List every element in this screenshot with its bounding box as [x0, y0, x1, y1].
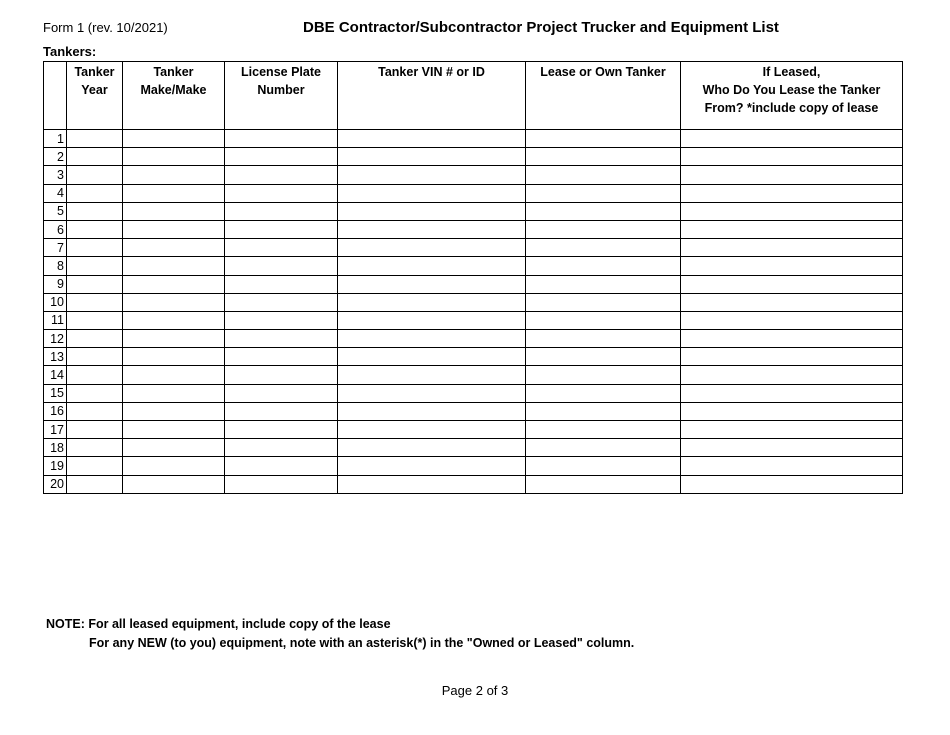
- entry-cell[interactable]: [67, 384, 123, 402]
- column-header-lease-or-own: [526, 62, 681, 130]
- entry-cell[interactable]: [123, 384, 225, 402]
- entry-cell[interactable]: [526, 366, 681, 384]
- row-number: 15: [44, 384, 67, 402]
- header-line: Who Do You Lease the Tanker: [702, 83, 881, 97]
- table-row: [44, 330, 903, 348]
- column-header-lessor: [681, 62, 903, 130]
- table-row: [44, 166, 903, 184]
- entry-cell[interactable]: [681, 457, 903, 475]
- entry-cell[interactable]: [225, 293, 338, 311]
- entry-cell[interactable]: [123, 330, 225, 348]
- entry-cell[interactable]: [123, 148, 225, 166]
- table-row: [44, 130, 903, 148]
- entry-cell[interactable]: [338, 148, 526, 166]
- row-number: 3: [44, 166, 67, 184]
- entry-cell[interactable]: [123, 275, 225, 293]
- entry-cell[interactable]: [338, 202, 526, 220]
- entry-cell[interactable]: [67, 439, 123, 457]
- table-row: [44, 421, 903, 439]
- row-number: 1: [44, 130, 67, 148]
- entry-cell[interactable]: [681, 475, 903, 493]
- entry-cell[interactable]: [225, 220, 338, 238]
- page-number: Page 2 of 3: [441, 683, 509, 698]
- table-header-row: [44, 62, 903, 130]
- row-number: 4: [44, 184, 67, 202]
- entry-cell[interactable]: [123, 202, 225, 220]
- column-header-row-number: [44, 62, 67, 130]
- entry-cell[interactable]: [123, 293, 225, 311]
- row-number: 5: [44, 202, 67, 220]
- entry-cell[interactable]: [225, 130, 338, 148]
- row-number: 14: [44, 366, 67, 384]
- table-row: [44, 384, 903, 402]
- entry-cell[interactable]: [526, 311, 681, 329]
- row-number: 7: [44, 239, 67, 257]
- header-line: Tanker: [153, 65, 194, 79]
- entry-cell[interactable]: [526, 130, 681, 148]
- entry-cell[interactable]: [338, 348, 526, 366]
- entry-cell[interactable]: [526, 384, 681, 402]
- entry-cell[interactable]: [526, 202, 681, 220]
- entry-cell[interactable]: [123, 220, 225, 238]
- entry-cell[interactable]: [67, 457, 123, 475]
- table-row: [44, 148, 903, 166]
- table-row: [44, 402, 903, 420]
- header-line: Make/Make: [140, 83, 207, 97]
- entry-cell[interactable]: [338, 311, 526, 329]
- entry-cell[interactable]: [225, 366, 338, 384]
- table-row: [44, 439, 903, 457]
- entry-cell[interactable]: [338, 384, 526, 402]
- entry-cell[interactable]: [338, 239, 526, 257]
- entry-cell[interactable]: [681, 220, 903, 238]
- header-line: License Plate: [241, 65, 321, 79]
- entry-cell[interactable]: [338, 402, 526, 420]
- entry-cell[interactable]: [526, 348, 681, 366]
- entry-cell[interactable]: [123, 311, 225, 329]
- entry-cell[interactable]: [225, 148, 338, 166]
- row-number: 17: [44, 421, 67, 439]
- entry-cell[interactable]: [526, 239, 681, 257]
- entry-cell[interactable]: [67, 220, 123, 238]
- entry-cell[interactable]: [681, 330, 903, 348]
- entry-cell[interactable]: [681, 384, 903, 402]
- column-header-license-plate: [225, 62, 338, 130]
- entry-cell[interactable]: [67, 148, 123, 166]
- table-row: [44, 220, 903, 238]
- row-number: 16: [44, 402, 67, 420]
- column-header-tanker-year: [67, 62, 123, 130]
- entry-cell[interactable]: [123, 402, 225, 420]
- entry-cell[interactable]: [67, 293, 123, 311]
- row-number: 2: [44, 148, 67, 166]
- entry-cell[interactable]: [67, 275, 123, 293]
- entry-cell[interactable]: [338, 130, 526, 148]
- column-header-tanker-vin: [338, 62, 526, 130]
- entry-cell[interactable]: [526, 275, 681, 293]
- entry-cell[interactable]: [681, 311, 903, 329]
- header-line: Tanker: [74, 65, 115, 79]
- entry-cell[interactable]: [225, 330, 338, 348]
- entry-cell[interactable]: [681, 257, 903, 275]
- entry-cell[interactable]: [526, 402, 681, 420]
- row-number: 13: [44, 348, 67, 366]
- entry-cell[interactable]: [225, 184, 338, 202]
- entry-cell[interactable]: [681, 166, 903, 184]
- entry-cell[interactable]: [67, 130, 123, 148]
- entry-cell[interactable]: [225, 348, 338, 366]
- row-number: 8: [44, 257, 67, 275]
- entry-cell[interactable]: [225, 402, 338, 420]
- row-number: 19: [44, 457, 67, 475]
- entry-cell[interactable]: [123, 257, 225, 275]
- entry-cell[interactable]: [123, 130, 225, 148]
- entry-cell[interactable]: [526, 166, 681, 184]
- entry-cell[interactable]: [225, 202, 338, 220]
- row-number: 20: [44, 475, 67, 493]
- entry-cell[interactable]: [338, 293, 526, 311]
- entry-cell[interactable]: [526, 220, 681, 238]
- entry-cell[interactable]: [225, 384, 338, 402]
- entry-cell[interactable]: [225, 257, 338, 275]
- entry-cell[interactable]: [123, 366, 225, 384]
- page-title: DBE Contractor/Subcontractor Project Trucker and Equipment List: [303, 19, 779, 36]
- entry-cell[interactable]: [681, 239, 903, 257]
- entry-cell[interactable]: [681, 439, 903, 457]
- entry-cell[interactable]: [338, 421, 526, 439]
- entry-cell[interactable]: [123, 439, 225, 457]
- entry-cell[interactable]: [526, 421, 681, 439]
- table-row: [44, 239, 903, 257]
- row-number: 18: [44, 439, 67, 457]
- table-row: [44, 475, 903, 493]
- entry-cell[interactable]: [338, 257, 526, 275]
- entry-cell[interactable]: [123, 239, 225, 257]
- entry-cell[interactable]: [526, 439, 681, 457]
- entry-cell[interactable]: [67, 166, 123, 184]
- entry-cell[interactable]: [526, 475, 681, 493]
- entry-cell[interactable]: [526, 184, 681, 202]
- note: [46, 615, 634, 653]
- entry-cell[interactable]: [526, 148, 681, 166]
- form-id: Form 1 (rev. 10/2021): [43, 20, 168, 35]
- entry-cell[interactable]: [338, 330, 526, 348]
- entry-cell[interactable]: [526, 457, 681, 475]
- entry-cell[interactable]: [123, 348, 225, 366]
- table-body: [44, 130, 903, 494]
- entry-cell[interactable]: [338, 166, 526, 184]
- entry-cell[interactable]: [526, 257, 681, 275]
- entry-cell[interactable]: [225, 311, 338, 329]
- entry-cell[interactable]: [338, 220, 526, 238]
- entry-cell[interactable]: [225, 457, 338, 475]
- entry-cell[interactable]: [681, 421, 903, 439]
- table-row: [44, 457, 903, 475]
- entry-cell[interactable]: [681, 202, 903, 220]
- row-number: 6: [44, 220, 67, 238]
- entry-cell[interactable]: [681, 402, 903, 420]
- column-header-tanker-make: [123, 62, 225, 130]
- entry-cell[interactable]: [225, 475, 338, 493]
- entry-cell[interactable]: [123, 184, 225, 202]
- entry-cell[interactable]: [526, 293, 681, 311]
- row-number: 10: [44, 293, 67, 311]
- entry-cell[interactable]: [225, 421, 338, 439]
- entry-cell[interactable]: [67, 239, 123, 257]
- table-row: [44, 293, 903, 311]
- header-line: Year: [81, 83, 108, 97]
- entry-cell[interactable]: [681, 348, 903, 366]
- row-number: 9: [44, 275, 67, 293]
- table-row: [44, 184, 903, 202]
- row-number: 11: [44, 311, 67, 329]
- entry-cell[interactable]: [338, 275, 526, 293]
- header-line: Tanker VIN # or ID: [378, 65, 485, 79]
- entry-cell[interactable]: [681, 184, 903, 202]
- entry-cell[interactable]: [225, 239, 338, 257]
- entry-cell[interactable]: [67, 184, 123, 202]
- entry-cell[interactable]: [67, 257, 123, 275]
- note-line-1: NOTE: For all leased equipment, include copy of the lease: [46, 617, 391, 631]
- equipment-table: [43, 61, 903, 494]
- entry-cell[interactable]: [338, 475, 526, 493]
- header-line: If Leased,: [762, 65, 821, 79]
- entry-cell[interactable]: [123, 421, 225, 439]
- entry-cell[interactable]: [526, 330, 681, 348]
- entry-cell[interactable]: [67, 475, 123, 493]
- header-line: Lease or Own Tanker: [540, 65, 666, 79]
- entry-cell[interactable]: [67, 202, 123, 220]
- entry-cell[interactable]: [225, 439, 338, 457]
- table-row: [44, 257, 903, 275]
- table-row: [44, 202, 903, 220]
- entry-cell[interactable]: [225, 275, 338, 293]
- entry-cell[interactable]: [338, 184, 526, 202]
- entry-cell[interactable]: [67, 348, 123, 366]
- entry-cell[interactable]: [681, 293, 903, 311]
- section-label: Tankers:: [43, 44, 97, 59]
- entry-cell[interactable]: [681, 130, 903, 148]
- entry-cell[interactable]: [67, 402, 123, 420]
- table-row: [44, 311, 903, 329]
- entry-cell[interactable]: [338, 457, 526, 475]
- entry-cell[interactable]: [338, 439, 526, 457]
- row-number: 12: [44, 330, 67, 348]
- entry-cell[interactable]: [123, 457, 225, 475]
- note-line-2: For any NEW (to you) equipment, note with an asterisk(*) in the "Owned or Leased" column.: [89, 636, 635, 650]
- header-line: From? *include copy of lease: [704, 101, 879, 115]
- entry-cell[interactable]: [681, 148, 903, 166]
- entry-cell[interactable]: [67, 421, 123, 439]
- entry-cell[interactable]: [681, 275, 903, 293]
- header-line: Number: [257, 83, 305, 97]
- entry-cell[interactable]: [123, 475, 225, 493]
- entry-cell[interactable]: [681, 366, 903, 384]
- entry-cell[interactable]: [338, 366, 526, 384]
- entry-cell[interactable]: [67, 311, 123, 329]
- entry-cell[interactable]: [67, 366, 123, 384]
- entry-cell[interactable]: [123, 166, 225, 184]
- table-row: [44, 275, 903, 293]
- table-row: [44, 348, 903, 366]
- table-row: [44, 366, 903, 384]
- entry-cell[interactable]: [67, 330, 123, 348]
- entry-cell[interactable]: [225, 166, 338, 184]
